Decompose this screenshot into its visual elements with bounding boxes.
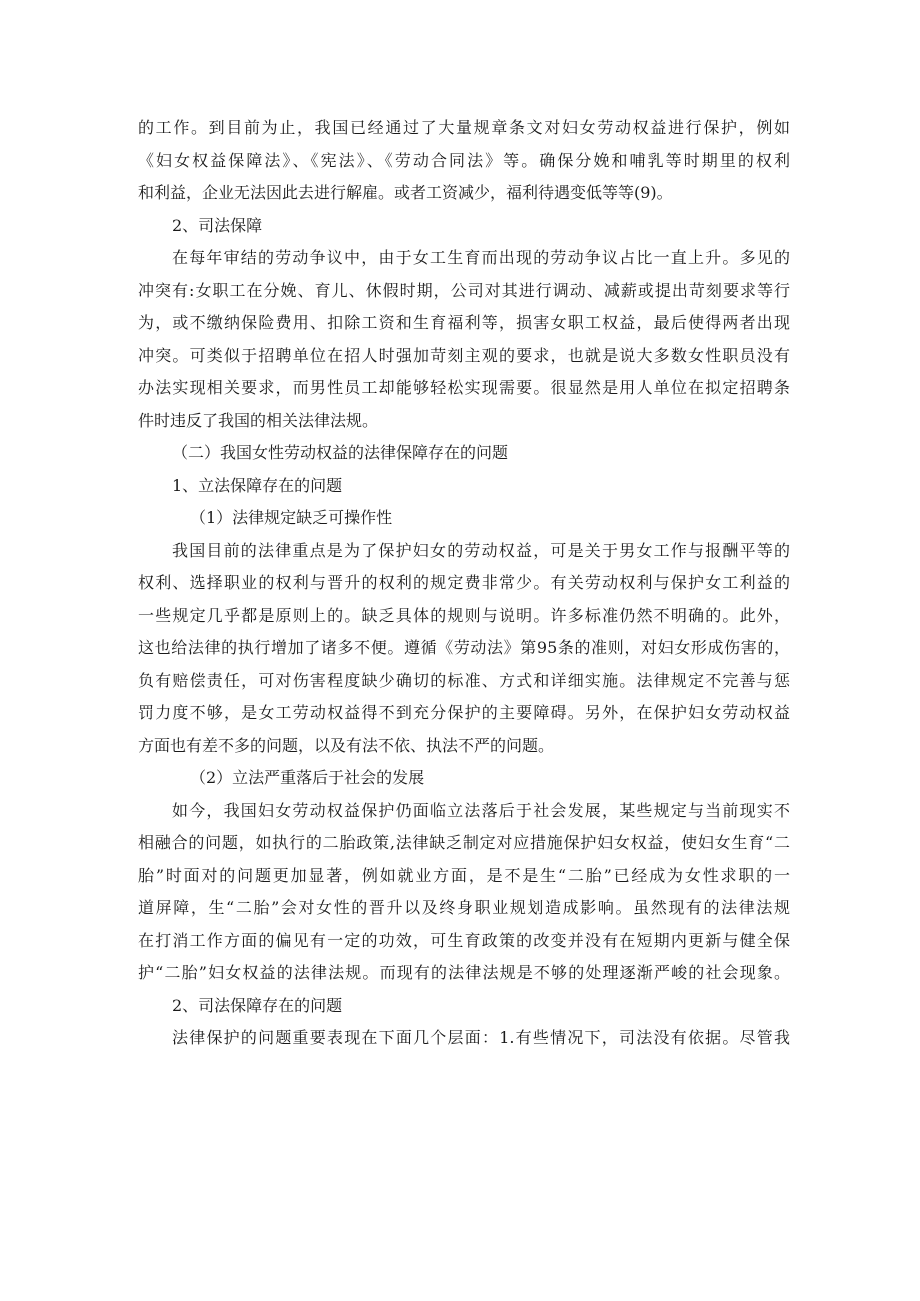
paragraph-line: 冲突有:女职工在分娩、育儿、休假时期，公司对其进行调动、减薪或提出苛刻要求等行	[138, 280, 790, 300]
paragraph-line: 为，或不缴纳保险费用、扣除工资和生育福利等，损害女职工权益，最后使得两者出现	[138, 313, 790, 332]
section-heading: 2、司法保障	[172, 215, 263, 235]
paragraph-line: 法律保护的问题重要表现在下面几个层面：1.有些情况下，司法没有依据。尽管我	[172, 1028, 790, 1047]
paragraph-line: 我国目前的法律重点是为了保护妇女的劳动权益，可是关于男女工作与报酬平等的	[172, 540, 790, 560]
section-heading: （二）我国女性劳动权益的法律保障存在的问题	[172, 443, 509, 462]
paragraph-line: 件时违反了我国的相关法律法规。	[138, 410, 379, 430]
paragraph-line: 在每年审结的劳动争议中，由于女工生育而出现的劳动争议占比一直上升。多见的	[172, 248, 790, 267]
paragraph-line: 权利、选择职业的权利与晋升的权利的规定费非常少。有关劳动权利与保护女工利益的	[138, 573, 790, 592]
paragraph-line: 如今，我国妇女劳动权益保护仍面临立法落后于社会发展，某些规定与当前现实不	[172, 800, 790, 820]
paragraph-line: 负有赔偿责任，可对伤害程度缺少确切的标准、方式和详细实施。法律规定不完善与惩	[138, 670, 790, 690]
subsection-heading: （2）立法严重落后于社会的发展	[190, 768, 425, 787]
document-page	[138, 112, 790, 1055]
paragraph-line: 《妇女权益保障法》、《宪法》、《劳动合同法》等。确保分娩和哺乳等时期里的权利	[138, 150, 790, 170]
paragraph-line: 在打消工作方面的偏见有一定的功效，可生育政策的改变并没有在短期内更新与健全保	[138, 930, 790, 950]
paragraph-line: 一些规定几乎都是原则上的。缺乏具体的规则与说明。许多标准仍然不明确的。此外，	[138, 605, 790, 625]
section-heading: 1、立法保障存在的问题	[172, 475, 343, 495]
paragraph-line: 办法实现相关要求，而男性员工却能够轻松实现需要。很显然是用人单位在拟定招聘条	[138, 378, 790, 397]
paragraph-line: 冲突。可类似于招聘单位在招人时强加苛刻主观的要求，也就是说大多数女性职员没有	[138, 345, 790, 365]
paragraph-line: 护“二胎”妇女权益的法律法规。而现有的法律法规是不够的处理逐渐严峻的社会现象。	[138, 963, 790, 982]
paragraph-line: 方面也有差不多的问题，以及有法不依、执法不严的问题。	[138, 735, 555, 755]
subsection-heading: （1）法律规定缺乏可操作性	[190, 508, 393, 527]
paragraph-line: 和利益，企业无法因此去进行解雇。或者工资减少，福利待遇变低等等(9)。	[138, 183, 673, 202]
paragraph-line: 这也给法律的执行增加了诸多不便。遵循《劳动法》第95条的准则，对妇女形成伤害的，	[138, 638, 790, 657]
paragraph-line: 的工作。到目前为止，我国已经通过了大量规章条文对妇女劳动权益进行保护，例如	[138, 118, 790, 137]
paragraph-line: 相融合的问题，如执行的二胎政策,法律缺乏制定对应措施保护妇女权益，使妇女生育“二	[138, 833, 790, 852]
paragraph-line: 胎”时面对的问题更加显著，例如就业方面，是不是生“二胎”已经成为女性求职的一	[138, 865, 790, 885]
paragraph-line: 道屏障，生“二胎”会对女性的晋升以及终身职业规划造成影响。虽然现有的法律法规	[138, 898, 790, 917]
paragraph-line: 罚力度不够，是女工劳动权益得不到充分保护的主要障碍。另外，在保护妇女劳动权益	[138, 703, 790, 722]
section-heading: 2、司法保障存在的问题	[172, 995, 343, 1015]
